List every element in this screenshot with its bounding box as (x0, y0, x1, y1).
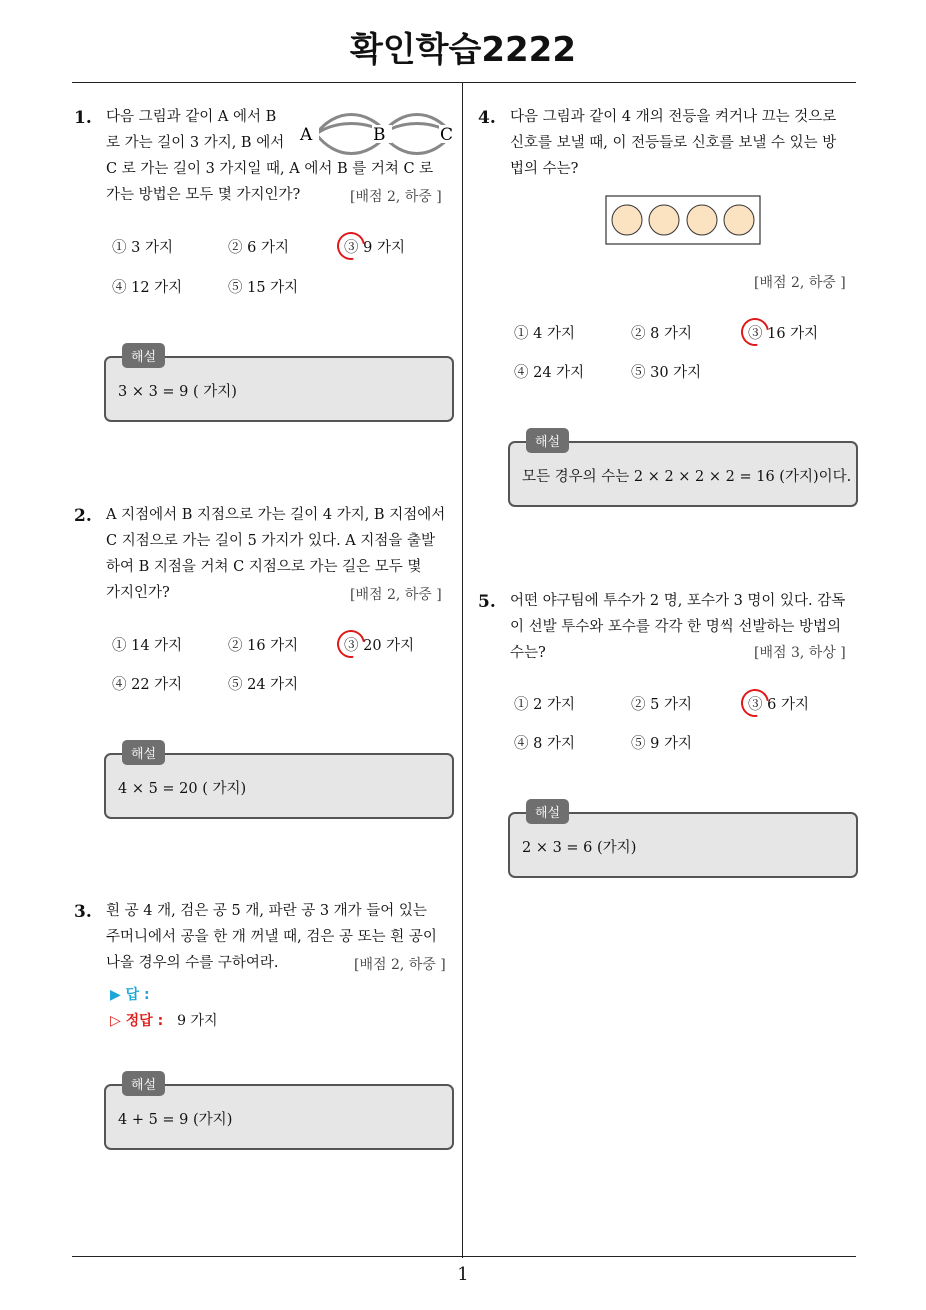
explanation-box (508, 435, 858, 507)
question-number: 5. (478, 592, 496, 612)
explanation-text: 2 × 3 = 6 (가지) (522, 840, 637, 856)
choice-3[interactable]: ③ 16 가지 (748, 326, 819, 342)
explanation-label: 해설 (122, 740, 165, 765)
page-title: 확인학습2222 (349, 30, 576, 70)
node-label: A (300, 125, 313, 145)
footer-rule (72, 1256, 856, 1257)
question-text: 흰 공 4 개, 검은 공 5 개, 파란 공 3 개가 들어 있는 주머니에서 공을 한 개 꺼낼 때, 검은 공 또는 흰 공이 나올 경우의 수를 구하여라. (106, 903, 437, 971)
choice-2[interactable]: ② 16 가지 (228, 638, 299, 654)
path-diagram (296, 112, 460, 160)
answer-mark-icon (332, 227, 371, 266)
choice-2[interactable]: ② 5 가지 (631, 697, 692, 713)
score-meta: [배점 3, 하상 ] (754, 645, 846, 661)
explanation-text: 4 + 5 = 9 (가지) (118, 1112, 233, 1128)
explanation-text: 모든 경우의 수는 2 × 2 × 2 × 2 = 16 (가지)이다. (522, 469, 852, 485)
header-rule (72, 82, 856, 83)
choice-1[interactable]: ① 3 가지 (112, 240, 173, 256)
choice-1[interactable]: ① 2 가지 (514, 697, 575, 713)
score-meta: [배점 2, 하중 ] (350, 189, 442, 205)
answer-mark-icon (736, 313, 775, 352)
choice-4[interactable]: ④ 24 가지 (514, 365, 585, 381)
score-meta: [배점 2, 하중 ] (350, 587, 442, 603)
answer-mark-icon (736, 684, 775, 723)
choice-1[interactable]: ① 14 가지 (112, 638, 183, 654)
choice-3[interactable]: ③ 6 가지 (748, 697, 809, 713)
page-number: 1 (457, 1264, 469, 1285)
choice-5[interactable]: ⑤ 24 가지 (228, 677, 299, 693)
explanation-box (508, 806, 858, 878)
lamp-icon (612, 205, 642, 235)
correct-answer-row (110, 1010, 218, 1030)
question-text: 어떤 야구팀에 투수가 2 명, 포수가 3 명이 있다. 감독 이 선발 투수와 포수를 각각 한 명씩 선발하는 방법의 수는? (510, 593, 846, 661)
lamp-icon (724, 205, 754, 235)
choice-2[interactable]: ② 8 가지 (631, 326, 692, 342)
question-text: 다음 그림과 같이 A 에서 B 로 가는 길이 3 가지, B 에서 (106, 109, 285, 151)
choice-3[interactable]: ③ 20 가지 (344, 638, 415, 654)
column-divider (462, 82, 463, 1258)
node-label: C (440, 125, 454, 145)
lamp-figure (605, 195, 763, 245)
explanation-text: 4 × 5 = 20 ( 가지) (118, 781, 247, 797)
choice-1[interactable]: ① 4 가지 (514, 326, 575, 342)
choice-5[interactable]: ⑤ 15 가지 (228, 280, 299, 296)
score-meta: [배점 2, 하중 ] (754, 275, 846, 291)
node-label: B (373, 125, 386, 145)
explanation-label: 해설 (526, 428, 569, 453)
choice-4[interactable]: ④ 8 가지 (514, 736, 575, 752)
lamp-icon (687, 205, 717, 235)
explanation-text: 3 × 3 = 9 ( 가지) (118, 384, 237, 400)
answer-mark-icon (332, 625, 371, 664)
explanation-label: 해설 (122, 1071, 165, 1096)
question-number: 2. (74, 506, 92, 526)
question-text: 다음 그림과 같이 4 개의 전등을 켜거나 끄는 것으로 신호를 보낼 때, 이 전등들로 신호를 보낼 수 있는 방 법의 수는? (510, 109, 837, 177)
correct-answer-value: 9 가지 (177, 1013, 218, 1029)
question-text: C 로 가는 길이 3 가지일 때, A 에서 B 를 거쳐 C 로 가는 방법은 모두 몇 가지인가? (106, 161, 434, 203)
choice-2[interactable]: ② 6 가지 (228, 240, 289, 256)
choice-3[interactable]: ③ 9 가지 (344, 240, 405, 256)
answer-label: ▶ 답 : (110, 987, 150, 1003)
choice-4[interactable]: ④ 12 가지 (112, 280, 183, 296)
explanation-label: 해설 (122, 343, 165, 368)
question-number: 1. (74, 108, 92, 128)
question-number: 4. (478, 108, 496, 128)
choice-4[interactable]: ④ 22 가지 (112, 677, 183, 693)
choice-5[interactable]: ⑤ 9 가지 (631, 736, 692, 752)
question-text: A 지점에서 B 지점으로 가는 길이 4 가지, B 지점에서 C 지점으로 가는 길이 5 가지가 있다. A 지점을 출발 하여 B 지점을 거쳐 C 지점으로 가는 길은 모두 몇 가지인가? (106, 507, 446, 601)
explanation-label: 해설 (526, 799, 569, 824)
explanation-box (104, 747, 454, 819)
correct-answer-label: ▷ 정답 : (110, 1013, 164, 1029)
score-meta: [배점 2, 하중 ] (354, 957, 446, 973)
explanation-box (104, 350, 454, 422)
lamp-icon (649, 205, 679, 235)
explanation-box (104, 1078, 454, 1150)
choice-5[interactable]: ⑤ 30 가지 (631, 365, 702, 381)
question-number: 3. (74, 902, 92, 922)
